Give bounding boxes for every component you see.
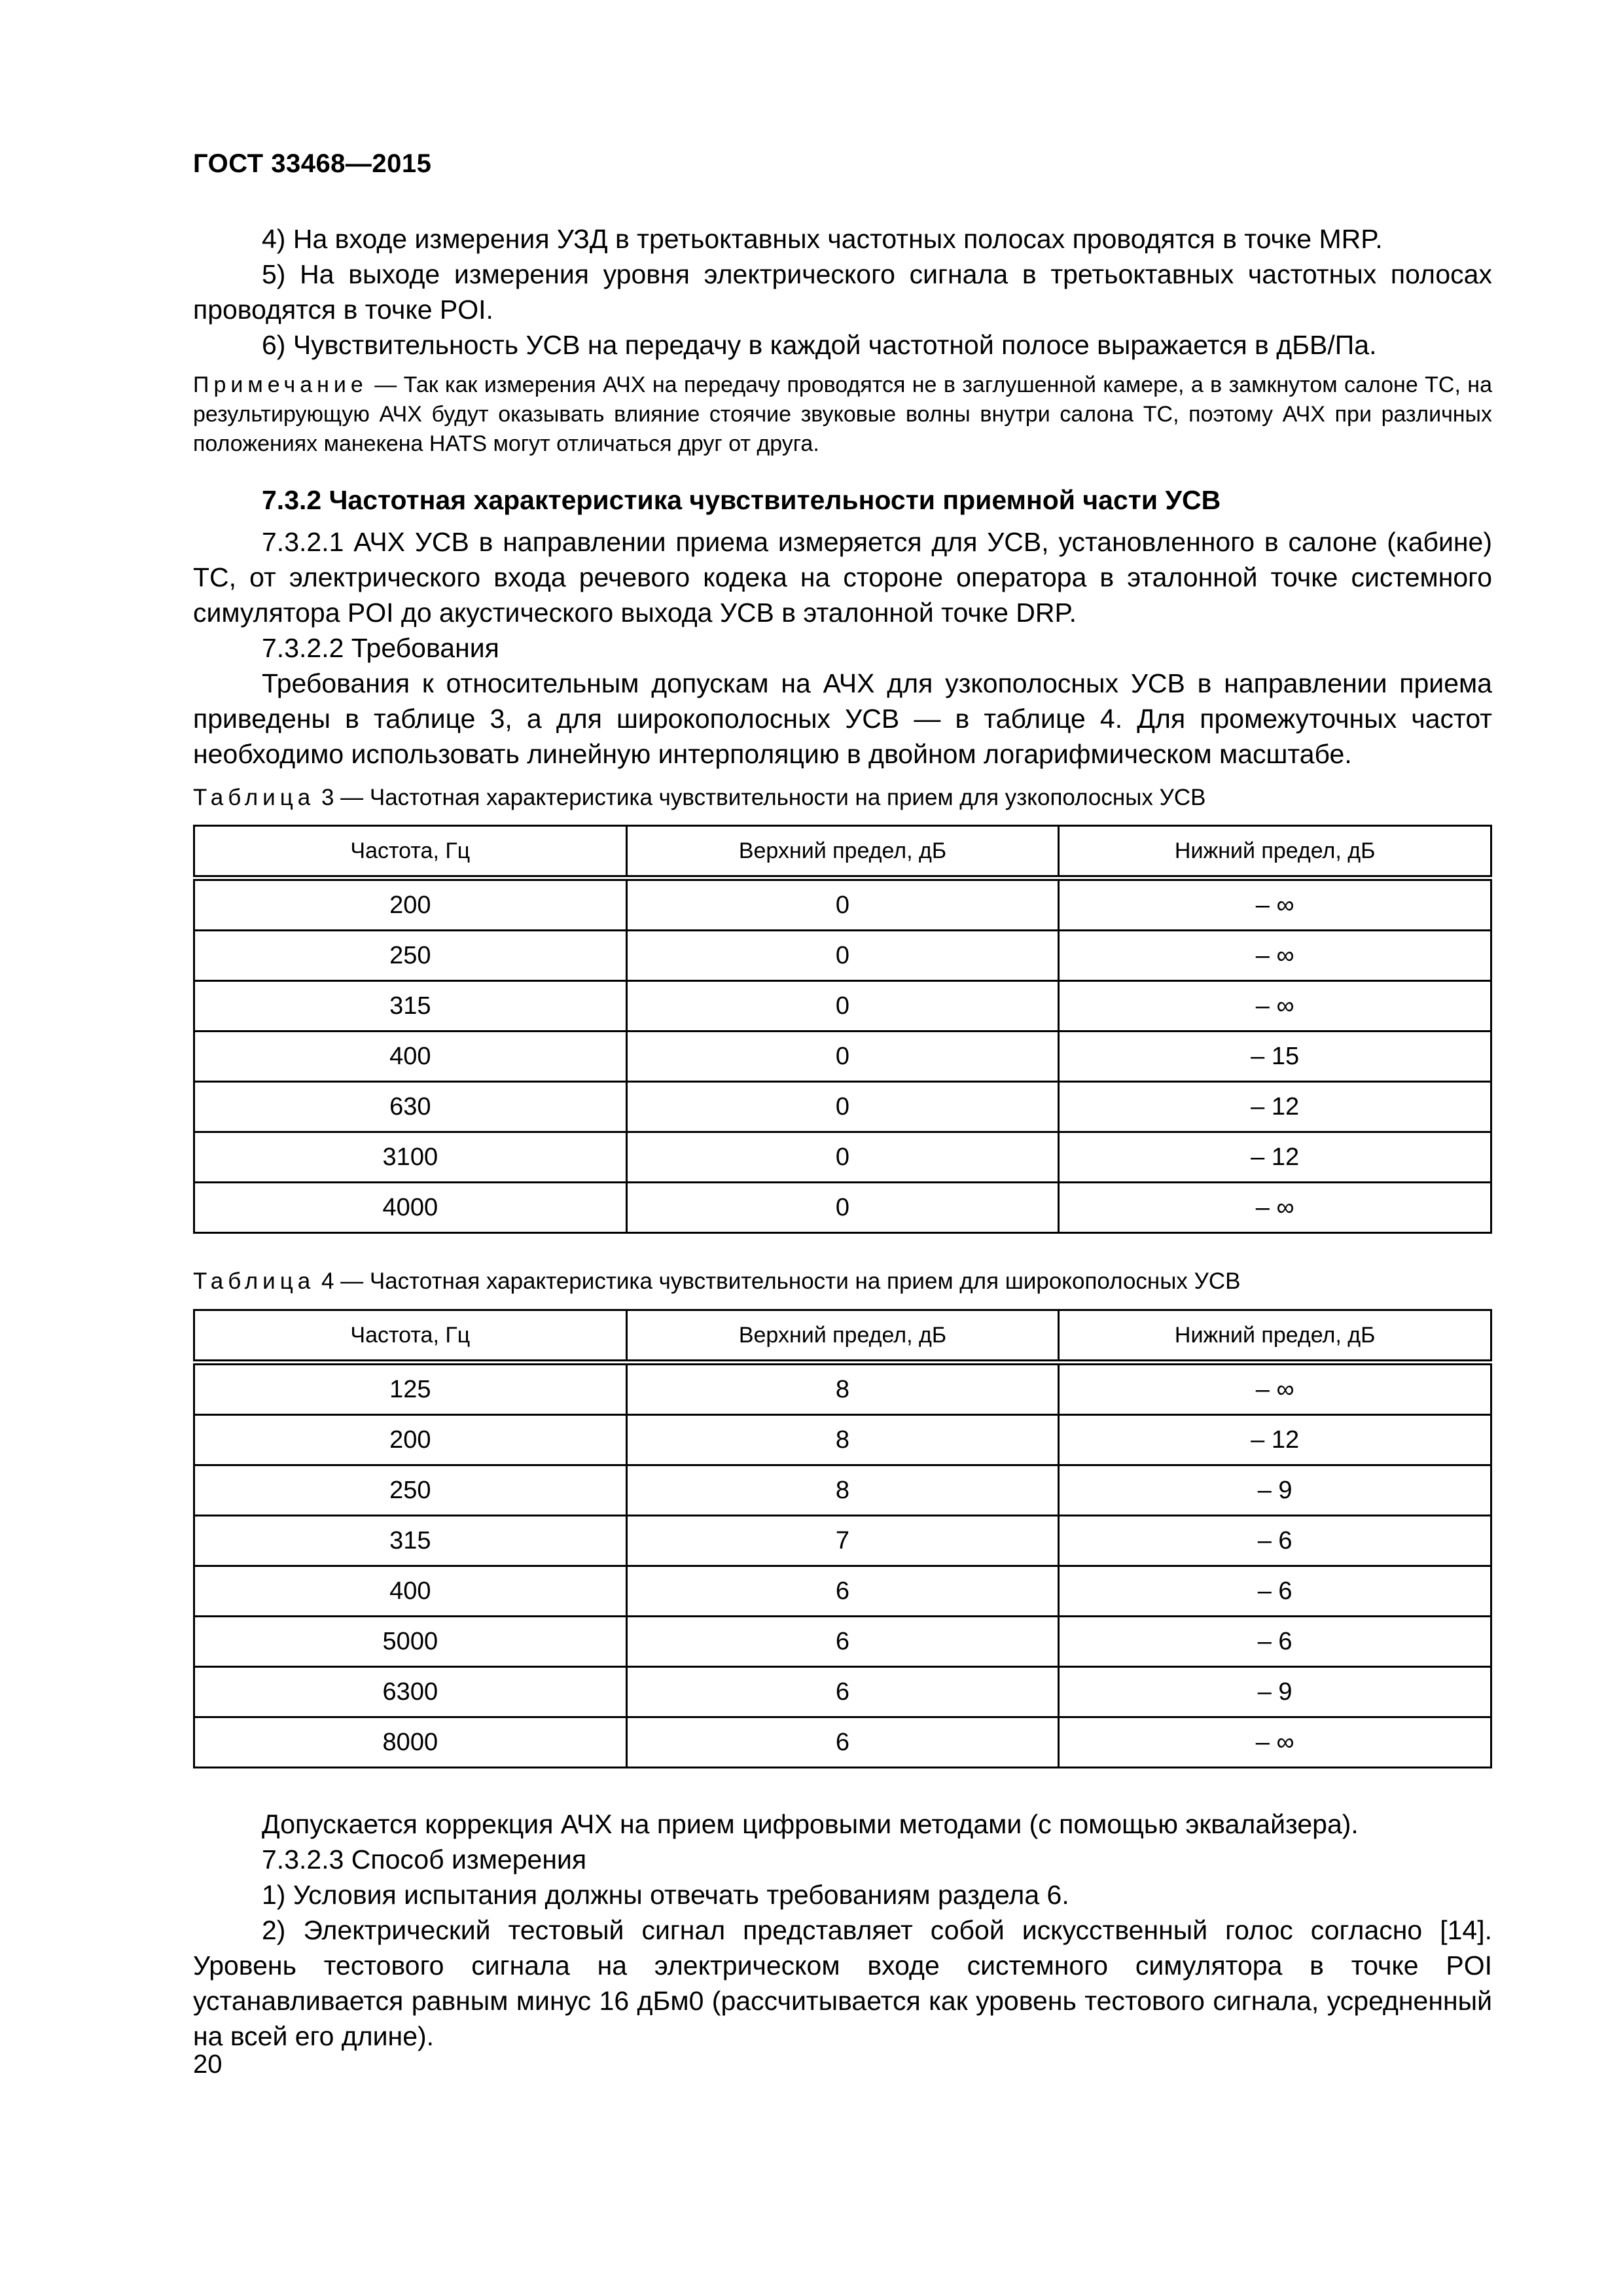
table-cell: 200: [194, 1415, 627, 1465]
table-cell: 6: [626, 1617, 1059, 1667]
note-label: Примечание: [193, 372, 368, 397]
table-cell: 0: [626, 1132, 1059, 1183]
table-cell: 315: [194, 981, 627, 1031]
list-item: 5) На выходе измерения уровня электрического сигнала в третьоктавных частотных полосах проводятся в точке POI.: [193, 259, 1492, 325]
note: [193, 370, 1492, 459]
table-cell: – 15: [1059, 1031, 1491, 1082]
table-cell: 630: [194, 1082, 627, 1132]
table-header-row: [194, 826, 1491, 878]
body-paragraph: Допускается коррекция АЧХ на прием цифровыми методами (с помощью эквалайзера).: [262, 1809, 1359, 1839]
table-cell: 4000: [194, 1183, 627, 1233]
table-cell: 0: [626, 878, 1059, 931]
table-cell: 400: [194, 1566, 627, 1617]
table-cell: – ∞: [1059, 1363, 1491, 1415]
table-cell: 6: [626, 1566, 1059, 1617]
body-paragraph: 7.3.2.3 Способ измерения: [262, 1844, 587, 1874]
table-header-row: [194, 1310, 1491, 1363]
column-header: Частота, Гц: [194, 1310, 627, 1363]
table-cell: – 9: [1059, 1667, 1491, 1717]
table-cell: 7: [626, 1516, 1059, 1566]
column-header: Нижний предел, дБ: [1059, 826, 1491, 878]
note-text: [193, 370, 1492, 459]
table-row: [194, 1465, 1491, 1516]
section-paragraph: 7.3.2.1 АЧХ УСВ в направлении приема измеряется для УСВ, установленного в салоне (кабине) ТС, от электрического входа речевого кодека на стороне оператора в эталонной точке системного симулятора POI до акустического выхода УСВ в эталонной точке DRP.: [193, 527, 1492, 628]
table-cell: 8000: [194, 1717, 627, 1768]
body-paragraph: 2) Электрический тестовый сигнал представляет собой искусственный голос согласно [14]. Уровень тестового сигнала на электрическом входе системного симулятора в точке POI устанавливается равным минус 16 дБм0 (рассчитывается как уровень тестового сигнала, усредненный на всей его длине).: [193, 1915, 1492, 2051]
column-header: Верхний предел, дБ: [626, 826, 1059, 878]
table-3: [193, 825, 1492, 1234]
table-cell: – ∞: [1059, 878, 1491, 931]
table-row: [194, 931, 1491, 981]
table-cell: 125: [194, 1363, 627, 1415]
table-row: [194, 1667, 1491, 1717]
table-cell: – 12: [1059, 1415, 1491, 1465]
table-row: [194, 1617, 1491, 1667]
table-cell: – 9: [1059, 1465, 1491, 1516]
table-cell: 315: [194, 1516, 627, 1566]
table-row: [194, 1516, 1491, 1566]
column-header: Частота, Гц: [194, 826, 627, 878]
table-cell: 5000: [194, 1617, 627, 1667]
table-cell: 250: [194, 1465, 627, 1516]
table-cell: 0: [626, 1031, 1059, 1082]
section-paragraph: 7.3.2.2 Требования: [262, 633, 499, 663]
table-row: [194, 1082, 1491, 1132]
table-cell: – 12: [1059, 1132, 1491, 1183]
table-cell: – ∞: [1059, 931, 1491, 981]
table-cell: 6300: [194, 1667, 627, 1717]
body-paragraph: 1) Условия испытания должны отвечать требованиям раздела 6.: [262, 1880, 1069, 1910]
table3-caption: [193, 783, 1492, 812]
document-header: ГОСТ 33468—2015: [193, 149, 432, 178]
table-cell: 200: [194, 878, 627, 931]
table-cell: – 6: [1059, 1566, 1491, 1617]
table-cell: – ∞: [1059, 1717, 1491, 1768]
table-cell: 8: [626, 1415, 1059, 1465]
table-cell: 8: [626, 1363, 1059, 1415]
table-row: [194, 1566, 1491, 1617]
table-cell: 250: [194, 931, 627, 981]
table-cell: 6: [626, 1667, 1059, 1717]
table-cell: – ∞: [1059, 981, 1491, 1031]
table-row: [194, 1717, 1491, 1768]
table-cell: 6: [626, 1717, 1059, 1768]
table-cell: 400: [194, 1031, 627, 1082]
table-cell: 3100: [194, 1132, 627, 1183]
column-header: Нижний предел, дБ: [1059, 1310, 1491, 1363]
table-cell: – ∞: [1059, 1183, 1491, 1233]
table-cell: 8: [626, 1465, 1059, 1516]
table-cell: 0: [626, 1183, 1059, 1233]
table-cell: – 6: [1059, 1516, 1491, 1566]
table-row: [194, 878, 1491, 931]
table-cell: – 6: [1059, 1617, 1491, 1667]
table3-caption-text: 3 — Частотная характеристика чувствительности на прием для узкополосных УСВ: [315, 785, 1206, 810]
table-row: [194, 1132, 1491, 1183]
table3-label: Таблица: [193, 785, 315, 810]
page-number: 20: [193, 2050, 223, 2079]
table-row: [194, 1031, 1491, 1082]
section-title: 7.3.2 Частотная характеристика чувствительности приемной части УСВ: [262, 485, 1221, 515]
list-item: 4) На входе измерения УЗД в третьоктавных частотных полосах проводятся в точке MRP.: [262, 224, 1383, 254]
table-cell: 0: [626, 981, 1059, 1031]
table-cell: 0: [626, 1082, 1059, 1132]
note-body: — Так как измерения АЧХ на передачу проводятся не в заглушенной камере, а в замкнутом салоне ТС, на результирующую АЧХ будут оказывать влияние стоячие звуковые волны внутри салона ТС, поэтому АЧХ при различных положениях манекена HATS могут отличаться друг от друга.: [193, 372, 1492, 456]
column-header: Верхний предел, дБ: [626, 1310, 1059, 1363]
table-row: [194, 1363, 1491, 1415]
table-cell: 0: [626, 931, 1059, 981]
list-item: 6) Чувствительность УСВ на передачу в каждой частотной полосе выражается в дБВ/Па.: [262, 330, 1377, 360]
table4-label: Таблица: [193, 1268, 315, 1294]
table-row: [194, 1415, 1491, 1465]
table-row: [194, 981, 1491, 1031]
table4-caption-text: 4 — Частотная характеристика чувствительности на прием для широкополосных УСВ: [315, 1268, 1241, 1294]
table-cell: – 12: [1059, 1082, 1491, 1132]
measurement-section: [193, 1806, 1492, 2054]
table-4: [193, 1309, 1492, 1768]
section-paragraph: Требования к относительным допускам на АЧХ для узкополосных УСВ в направлении приема приведены в таблице 3, а для широкополосных УСВ — в таблице 4. Для промежуточных частот необходимо использовать линейную интерполяцию в двойном логарифмическом масштабе.: [193, 668, 1492, 769]
section-7-3-2: [193, 482, 1492, 772]
table-row: [194, 1183, 1491, 1233]
intro-list: [193, 221, 1492, 363]
table4-caption: [193, 1266, 1492, 1296]
